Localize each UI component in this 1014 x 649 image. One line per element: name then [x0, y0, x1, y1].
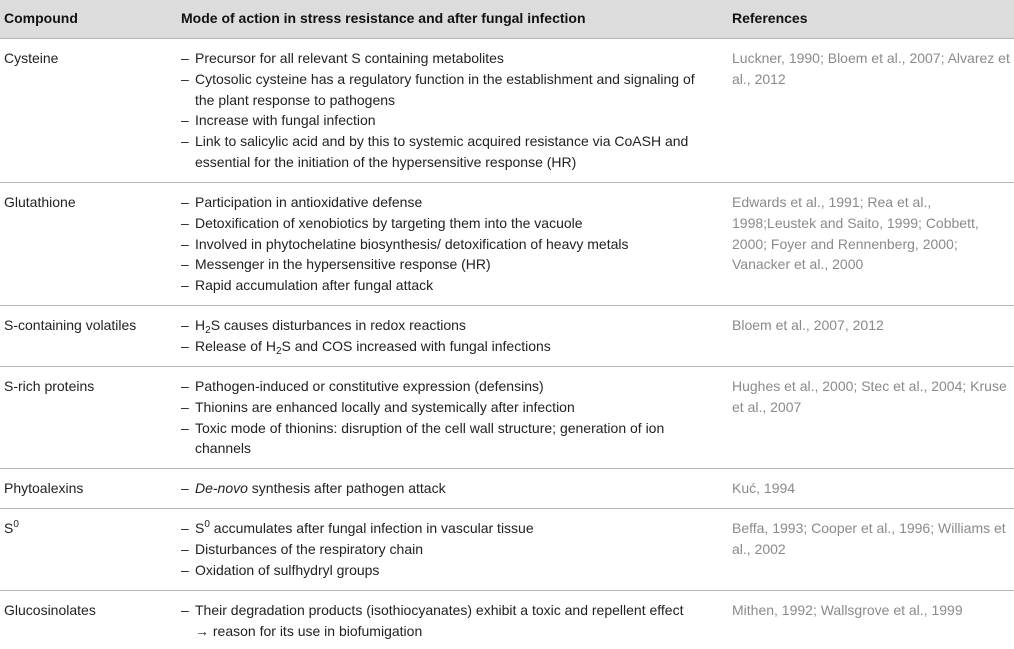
- compound-name: $S^0$: [4, 519, 19, 536]
- compound-name: Cysteine: [4, 50, 59, 66]
- compound-name: Glucosinolates: [4, 602, 96, 618]
- references-text: Kuć, 1994: [732, 480, 796, 496]
- list-item: – Toxic mode of thionins: disruption of the cell wall structure; generation of ion channels: [181, 419, 665, 457]
- mode-of-action: [181, 315, 701, 357]
- header-compound: Compound: [4, 10, 78, 26]
- list-item: – Messenger in the hypersensitive response (HR): [181, 256, 491, 273]
- list-item: – Rapid accumulation after fungal attack: [181, 277, 434, 294]
- compound-name: S-containing volatiles: [4, 317, 137, 333]
- list-item: – Cytosolic cysteine has a regulatory function in the establishment and signaling of the plant response to pathogens: [181, 70, 695, 108]
- list-item: – Detoxification of xenobiotics by targeting them into the vacuole: [181, 214, 583, 231]
- list-item: – De-novo synthesis after pathogen attack: [181, 480, 446, 496]
- table-header: [0, 0, 1014, 39]
- table-row-glutathione: [0, 183, 1014, 306]
- references-text: Edwards et al., 1991; Rea et al., 1998;Leustek and Saito, 1999; Cobbett, 2000; Foyer and Rennenberg, 2000; Vanacker et al., 2000: [732, 194, 979, 273]
- list-item: – Their degradation products (isothiocyanates) exhibit a toxic and repellent effect → reason for its use in biofumigation: [181, 602, 684, 639]
- table-row-s-rich-proteins: [0, 367, 1014, 469]
- references-text: Bloem et al., 2007, 2012: [732, 317, 884, 333]
- references-text: Luckner, 1990; Bloem et al., 2007; Alvarez et al., 2012: [732, 50, 1010, 87]
- list-item: – Oxidation of sulfhydryl groups: [181, 561, 380, 578]
- header-mode: Mode of action in stress resistance and after fungal infection: [181, 10, 586, 26]
- mode-of-action: [181, 192, 701, 296]
- list-item: – Pathogen-induced or constitutive expression (defensins): [181, 378, 544, 394]
- list-item: – Thionins are enhanced locally and systemically after infection: [181, 398, 575, 415]
- references-text: Hughes et al., 2000; Stec et al., 2004; Kruse et al., 2007: [732, 378, 1007, 415]
- compound-name: S-rich proteins: [4, 378, 95, 394]
- mode-of-action: [181, 478, 701, 499]
- table-row-s0: [0, 509, 1014, 591]
- header-references: References: [732, 10, 808, 26]
- references-text: Beffa, 1993; Cooper et al., 1996; Williams et al., 2002: [732, 520, 1006, 557]
- list-item: – Precursor for all relevant S containing metabolites: [181, 50, 504, 66]
- list-item: – Release of $H_2S$ and COS increased with fungal infections: [181, 337, 551, 357]
- references-text: Mithen, 1992; Wallsgrove et al., 1999: [732, 602, 963, 618]
- list-item: – Link to salicylic acid and by this to systemic acquired resistance via CoASH and essential for the initiation of the hypersensitive response (HR): [181, 133, 689, 170]
- list-item: – Involved in phytochelatine biosynthesis/ detoxification of heavy metals: [181, 235, 629, 252]
- list-item: – $H_2S$ causes disturbances in redox reactions: [181, 317, 466, 336]
- table-row-glucosinolates: [0, 591, 1014, 649]
- list-item: – Participation in antioxidative defense: [181, 194, 423, 210]
- table-row-s-containing-volatiles: [0, 306, 1014, 367]
- list-item: – Increase with fungal infection: [181, 112, 376, 129]
- table-row-cysteine: [0, 39, 1014, 183]
- mode-of-action: [181, 376, 701, 459]
- mode-of-action: [181, 48, 701, 173]
- table-row-phytoalexins: [0, 469, 1014, 509]
- mode-of-action: [181, 518, 701, 580]
- list-item: – Disturbances of the respiratory chain: [181, 540, 423, 557]
- list-item: – $S^0$ accumulates after fungal infection in vascular tissue: [181, 519, 534, 536]
- mode-of-action: [181, 600, 701, 642]
- compound-name: Glutathione: [4, 194, 76, 210]
- compound-name: Phytoalexins: [4, 480, 84, 496]
